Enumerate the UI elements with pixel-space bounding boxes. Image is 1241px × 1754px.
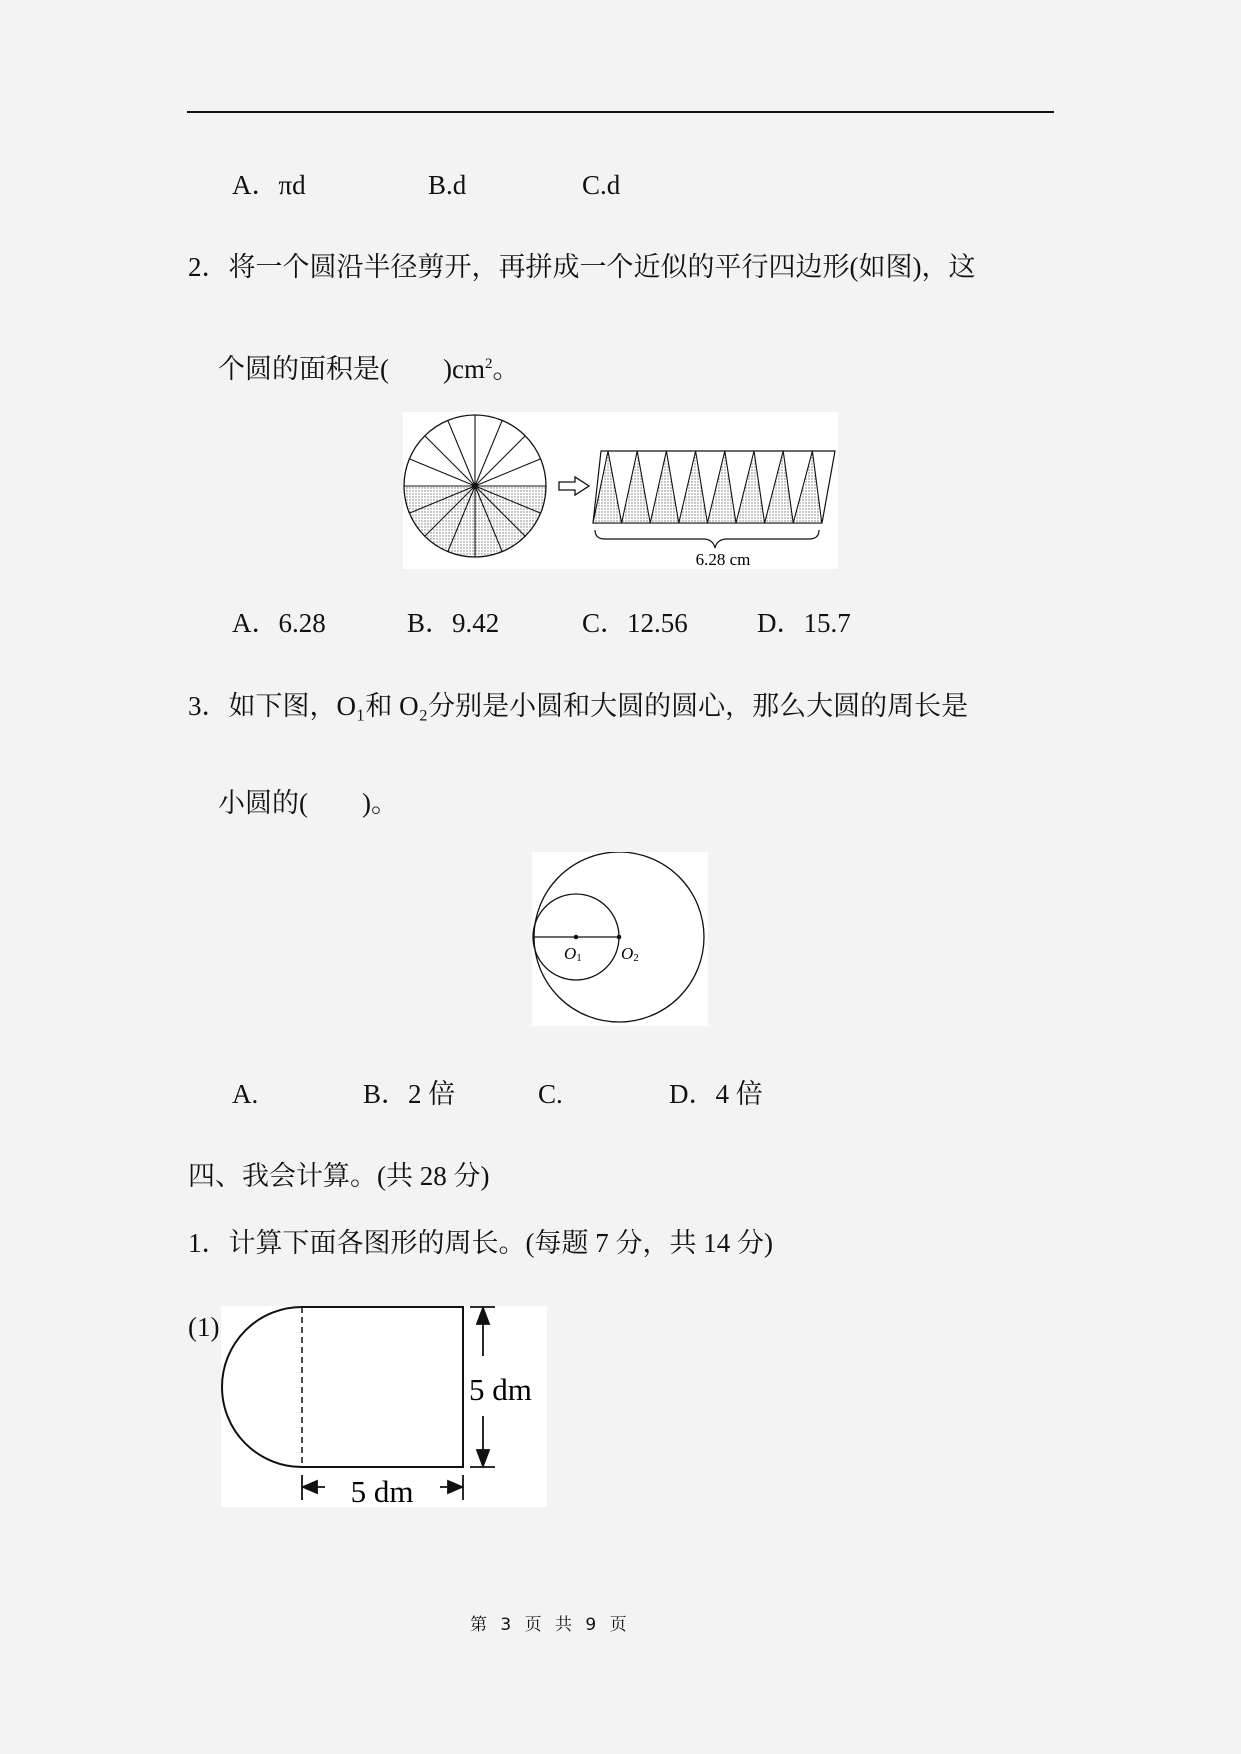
q1-option-c: C.d xyxy=(582,170,621,200)
sliced-circle xyxy=(404,415,546,557)
q2-line2 xyxy=(218,347,519,386)
semicircle-arc xyxy=(222,1307,302,1467)
parallelogram-shape xyxy=(593,451,835,523)
q3-line2: 小圆的( )。 xyxy=(218,788,398,818)
header-rule xyxy=(187,111,1054,113)
two-circles-figure xyxy=(532,852,708,1026)
section-4-question-1: 1．计算下面各图形的周长。(每题 7 分，共 14 分) xyxy=(188,1228,773,1258)
q3-option-a: A. xyxy=(232,1079,259,1109)
q2-option-b: B．9.42 xyxy=(407,608,500,638)
width-label: 5 dm xyxy=(350,1474,414,1507)
page-footer: 第 3 页 共 9 页 xyxy=(470,1615,631,1635)
radius-line xyxy=(475,436,525,486)
q2-option-a: A．6.28 xyxy=(232,608,326,638)
rectangle xyxy=(302,1307,463,1467)
center-o2 xyxy=(617,935,622,940)
height-label: 5 dm xyxy=(469,1372,532,1407)
q2-option-c: C．12.56 xyxy=(582,608,688,638)
q2-line1: 2．将一个圆沿半径剪开，再拼成一个近似的平行四边形(如图)，这 xyxy=(188,252,976,282)
q1-option-b: B.d xyxy=(428,170,467,200)
q2-line2-end: 。 xyxy=(492,354,520,384)
q2-option-d: D．15.7 xyxy=(757,608,851,638)
q2-superscript: 2 xyxy=(484,356,493,372)
arrow-right-icon xyxy=(559,477,589,495)
radius-line xyxy=(425,436,475,486)
q3-option-c: C. xyxy=(538,1079,563,1109)
q3-option-b: B．2 倍 xyxy=(363,1079,456,1109)
q3-option-d: D．4 倍 xyxy=(669,1079,763,1109)
q2-line2-text: 个圆的面积是( )cm xyxy=(218,354,485,384)
center-o1 xyxy=(574,935,579,940)
label-o2: O2 xyxy=(621,944,639,964)
sub-question-label: (1) xyxy=(188,1312,220,1342)
q3-line1: 3．如下图，O₁和 O₂分别是小圆和大圆的圆心，那么大圆的周长是 xyxy=(188,691,969,721)
section-4-title: 四、我会计算。(共 28 分) xyxy=(188,1161,490,1191)
q1-option-a: A．πd xyxy=(232,170,306,200)
circle-center xyxy=(472,483,478,489)
semicircle-rectangle-figure xyxy=(221,1306,547,1507)
circle-to-parallelogram-figure xyxy=(403,412,838,569)
brace xyxy=(595,530,819,548)
label-o1: O1 xyxy=(564,944,582,964)
figure-length-label: 6.28 cm xyxy=(695,550,751,569)
